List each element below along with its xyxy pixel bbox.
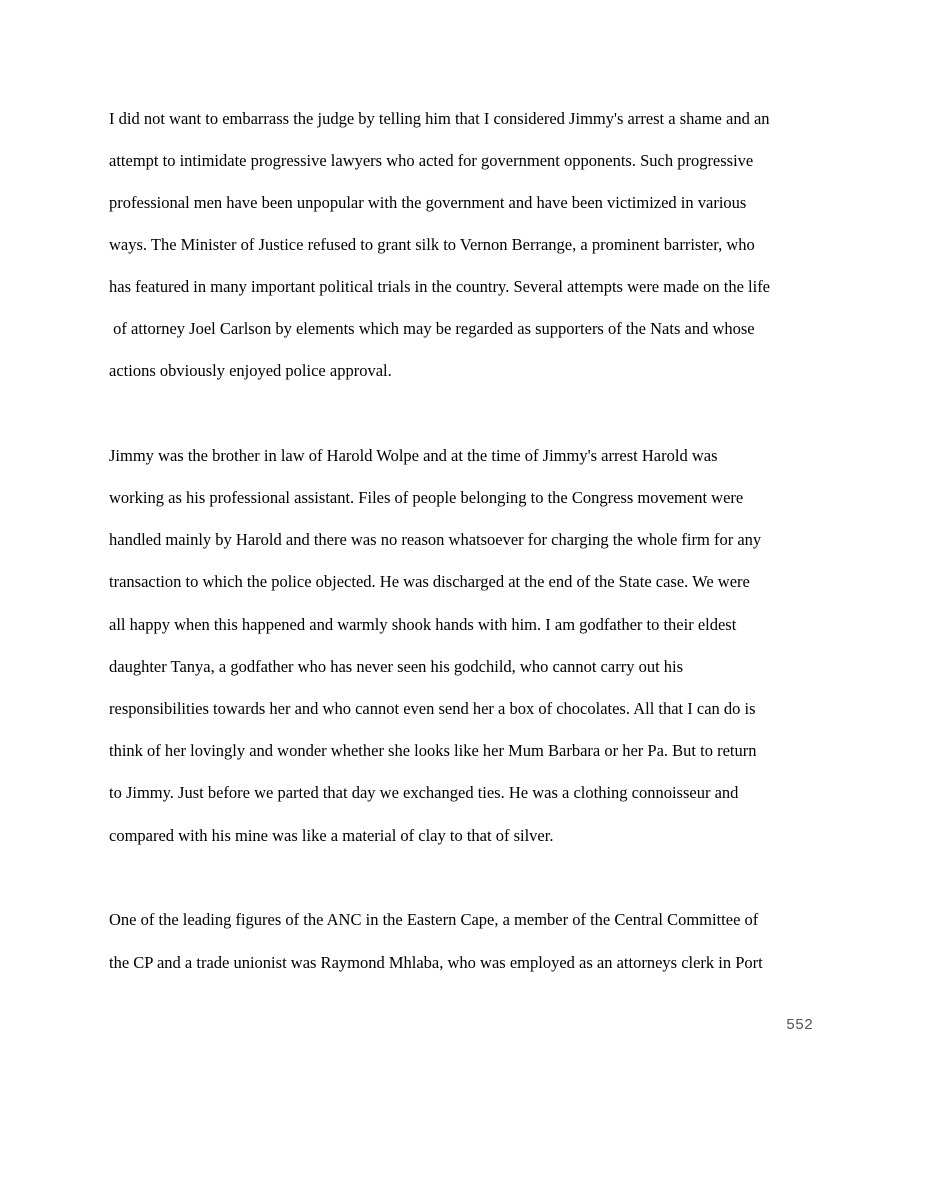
text-line: actions obviously enjoyed police approval. bbox=[109, 361, 392, 380]
text-line: all happy when this happened and warmly shook hands with him. I am godfather to their eldest bbox=[109, 615, 737, 634]
text-line: working as his professional assistant. Files of people belonging to the Congress movement were bbox=[109, 488, 744, 507]
text-line: Jimmy was the brother in law of Harold Wolpe and at the time of Jimmy's arrest Harold was bbox=[109, 446, 718, 465]
text-line: has featured in many important political trials in the country. Several attempts were made on the life bbox=[109, 277, 771, 296]
text-line: professional men have been unpopular with the government and have been victimized in various bbox=[109, 193, 747, 212]
text-line: to Jimmy. Just before we parted that day we exchanged ties. He was a clothing connoisseur and bbox=[109, 783, 739, 802]
text-line: of attorney Joel Carlson by elements which may be regarded as supporters of the Nats and whose bbox=[109, 319, 755, 338]
text-line: handled mainly by Harold and there was no reason whatsoever for charging the whole firm for any bbox=[109, 530, 762, 549]
text-line: the CP and a trade unionist was Raymond Mhlaba, who was employed as an attorneys clerk in Port bbox=[109, 953, 763, 972]
page-number: 552 bbox=[786, 1017, 814, 1034]
text-line: transaction to which the police objected. He was discharged at the end of the State case. We were bbox=[109, 572, 750, 591]
text-line: I did not want to embarrass the judge by telling him that I considered Jimmy's arrest a shame and an bbox=[109, 109, 770, 128]
text-line: think of her lovingly and wonder whether she looks like her Mum Barbara or her Pa. But to return bbox=[109, 741, 757, 760]
text-line: attempt to intimidate progressive lawyers who acted for government opponents. Such progressive bbox=[109, 151, 754, 170]
text-line: ways. The Minister of Justice refused to grant silk to Vernon Berrange, a prominent barrister, who bbox=[109, 235, 755, 254]
text-line: compared with his mine was like a material of clay to that of silver. bbox=[109, 826, 554, 845]
text-line: daughter Tanya, a godfather who has never seen his godchild, who cannot carry out his bbox=[109, 657, 684, 676]
text-line: responsibilities towards her and who cannot even send her a box of chocolates. All that I can do is bbox=[109, 699, 756, 718]
text-line: One of the leading figures of the ANC in the Eastern Cape, a member of the Central Committee of bbox=[109, 910, 759, 929]
